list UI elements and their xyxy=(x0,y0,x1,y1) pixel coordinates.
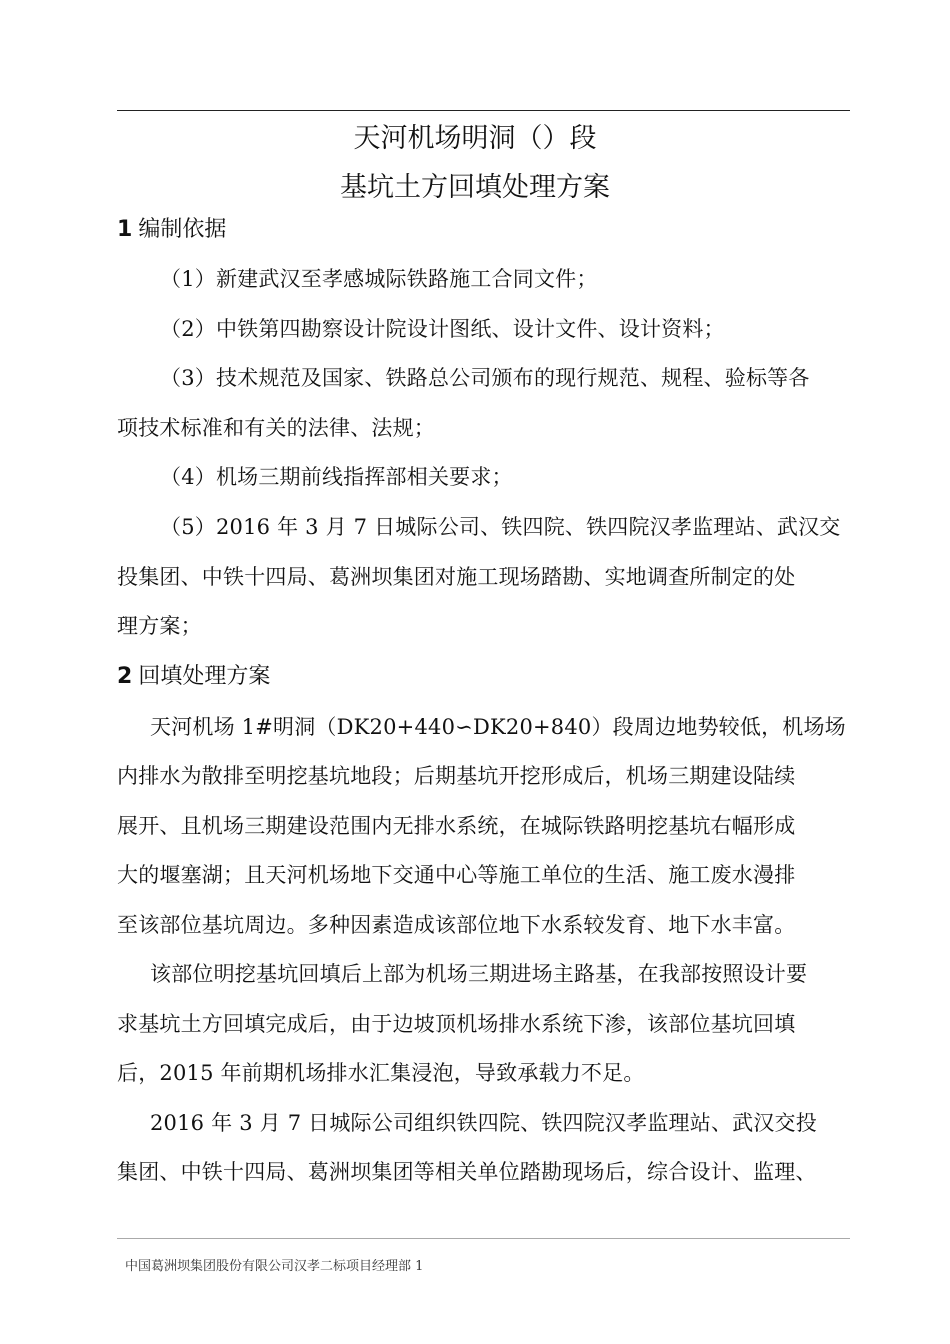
section-title: 编制依据 xyxy=(138,217,227,242)
header-rule xyxy=(117,110,850,111)
paragraph-line: 至该部位基坑周边。多种因素造成该部位地下水系较发育、地下水丰富。 xyxy=(117,913,796,937)
page-footer: 中国葛洲坝集团股份有限公司汉孝二标项目经理部 1 xyxy=(125,1259,424,1274)
paragraph-line: （1）新建武汉至孝感城际铁路施工合同文件； xyxy=(160,267,598,291)
paragraph-line: （4）机场三期前线指挥部相关要求； xyxy=(160,465,513,489)
paragraph-line: （3）技术规范及国家、铁路总公司颁布的现行规范、规程、验标等各 xyxy=(160,366,810,390)
section-number: 1 xyxy=(117,217,133,242)
section-number: 2 xyxy=(117,664,133,689)
paragraph-line: （5）2016 年 3 月 7 日城际公司、铁四院、铁四院汉孝监理站、武汉交 xyxy=(160,515,841,539)
section-1-heading xyxy=(117,212,226,243)
paragraph-line: 该部位明挖基坑回填后上部为机场三期进场主路基，在我部按照设计要 xyxy=(150,962,808,986)
section-title: 回填处理方案 xyxy=(138,664,271,689)
paragraph-line: 集团、中铁十四局、葛洲坝集团等相关单位踏勘现场后，综合设计、监理、 xyxy=(117,1160,817,1184)
paragraph-line: 大的堰塞湖；且天河机场地下交通中心等施工单位的生活、施工废水漫排 xyxy=(117,863,796,887)
document-title: 天河机场明洞（）段 xyxy=(353,123,597,154)
paragraph-line: 项技术标准和有关的法律、法规； xyxy=(117,416,435,440)
paragraph-line: 内排水为散排至明挖基坑地段；后期基坑开挖形成后，机场三期建设陆续 xyxy=(117,764,796,788)
footer-rule xyxy=(117,1238,850,1239)
paragraph-line: 求基坑土方回填完成后，由于边坡顶机场排水系统下渗，该部位基坑回填 xyxy=(117,1012,796,1036)
paragraph-line: 投集团、中铁十四局、葛洲坝集团对施工现场踏勘、实地调查所制定的处 xyxy=(117,565,796,589)
paragraph-line: （2）中铁第四勘察设计院设计图纸、设计文件、设计资料； xyxy=(160,317,725,341)
section-2-heading xyxy=(117,659,270,690)
document-subtitle: 基坑土方回填处理方案 xyxy=(340,172,610,203)
paragraph-line: 展开、且机场三期建设范围内无排水系统，在城际铁路明挖基坑右幅形成 xyxy=(117,814,796,838)
paragraph-line: 2016 年 3 月 7 日城际公司组织铁四院、铁四院汉孝监理站、武汉交投 xyxy=(150,1111,817,1135)
paragraph-line: 理方案； xyxy=(117,614,202,638)
paragraph-line: 后，2015 年前期机场排水汇集浸泡，导致承载力不足。 xyxy=(117,1061,645,1085)
paragraph-line: 天河机场 1#明洞（DK20+440∽DK20+840）段周边地势较低，机场场 xyxy=(150,715,846,739)
